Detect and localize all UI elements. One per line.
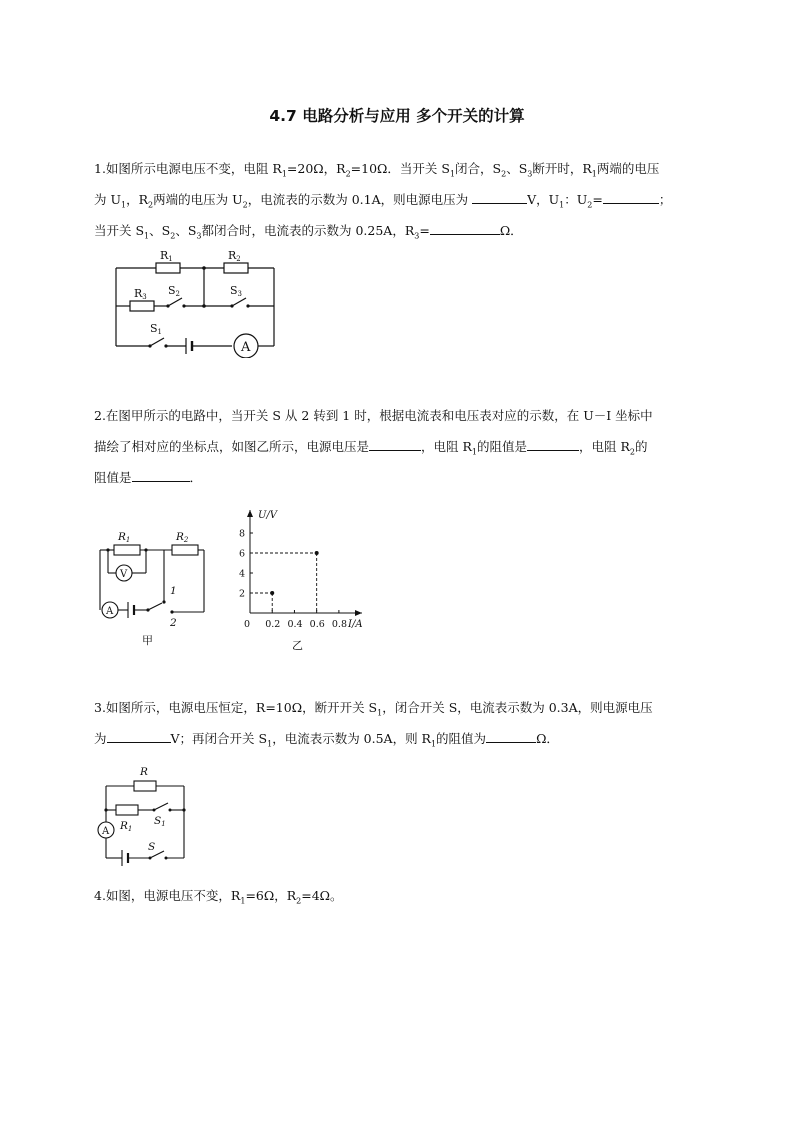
resistor-r2 [224,263,248,273]
resistor-r3 [130,301,154,311]
label-s: S [148,841,156,853]
q2-circuit-diagram [94,526,214,650]
resistor-r2 [172,545,198,555]
x-tick-label: 0.8 [331,619,347,630]
x-axis-label: I/A [348,619,363,630]
question-3-text: 3.如图所示，电源电压恒定，R=10Ω，断开开关 $S_1$，闭合开关 S，电流表示数为 0.3A，则电源电压 为 V；再闭合开关 $S_1$，电流表示数为 0.5A，则 $R_1$的阻值为 Ω． [94,700,653,749]
q3-circuit-diagram [94,760,198,866]
switch-s3 [232,298,246,306]
resistor-r1 [156,263,180,273]
label-voltmeter: V [120,569,128,580]
answer-blank-8[interactable] [486,728,536,743]
label-s3: S3 [230,284,243,298]
label-r1: R1 [160,249,173,263]
caption-jia: 甲 [142,634,153,647]
label-r1: R1 [118,531,131,544]
answer-blank-1[interactable] [472,189,527,204]
y-tick-label: 8 [239,528,246,540]
resistor-r1 [114,545,140,555]
label-s1: S1 [150,322,163,336]
label-r2: R2 [228,249,241,263]
y-axis-label: U/V [258,510,278,521]
label-s1: S1 [154,815,166,828]
label-r: R [140,766,148,778]
answer-blank-6[interactable] [132,467,190,482]
x-tick-label: 0 [244,619,251,630]
data-point [315,551,319,555]
label-r3: R3 [134,287,147,301]
question-1-text: 1.如图所示电源电压不变，电阻 $R_1=20\Omega$，$R_2=10\Omega$．当开关 $S_1$闭合，$S_2$、$S_3$断开时，$R_1$两端的电压 为 $U_1$，$R_2$两端的电压为 $U_2$，电流表的示数为 0.1A，则电源电压为 V，$U_1$：$U_2=$ ； 当开关 $S_1$、$S_2$、$S_3$都闭合时，电流表的示数为 0.25A，$R_3= \Omega$． [94,161,672,241]
y-axis-arrow [247,510,253,517]
resistor-r1 [116,805,138,815]
answer-blank-3[interactable] [430,220,500,235]
caption-yi: 乙 [292,639,303,652]
answer-blank-2[interactable] [603,189,659,204]
label-r2: R2 [176,531,189,544]
label-ammeter: A [241,340,251,355]
x-tick-label: 0.6 [309,619,325,630]
label-s2: S2 [168,284,181,298]
q2-ui-chart [234,506,374,654]
switch-s1 [150,338,164,346]
x-axis-arrow [355,610,362,616]
question-2-text: 2.在图甲所示的电路中，当开关 S 从 2 转到 1 时，根据电流表和电压表对应的示数，在 U－I 坐标中 描绘了相对应的坐标点，如图乙所示，电源电压是 ，电阻 $R_1$的阻值是 ，电阻 $R_2$的 阻值是 ． [94,408,653,485]
answer-blank-4[interactable] [369,436,421,451]
label-position-2: 2 [170,617,177,629]
data-point [270,591,274,595]
switch-s [148,603,162,610]
y-tick-label: 6 [239,548,246,560]
label-position-1: 1 [170,585,177,597]
answer-blank-5[interactable] [527,436,579,451]
label-r1: R1 [120,820,133,833]
switch-s1 [154,803,168,810]
question-4-text: 4.如图，电源电压不变，$R_1=6\Omega$，$R_2=4\Omega$。 [94,888,343,906]
label-ammeter: A [102,826,110,837]
x-tick-label: 0.4 [287,619,303,630]
label-ammeter: A [106,606,114,617]
q1-circuit-diagram [108,246,288,358]
y-tick-label: 2 [239,588,246,600]
page-title: 4.7 电路分析与应用 多个开关的计算 [269,107,525,125]
resistor-r [134,781,156,791]
y-tick-label: 4 [239,568,246,580]
answer-blank-7[interactable] [107,728,171,743]
x-tick-label: 0.2 [265,619,281,630]
switch-s2 [168,298,182,306]
